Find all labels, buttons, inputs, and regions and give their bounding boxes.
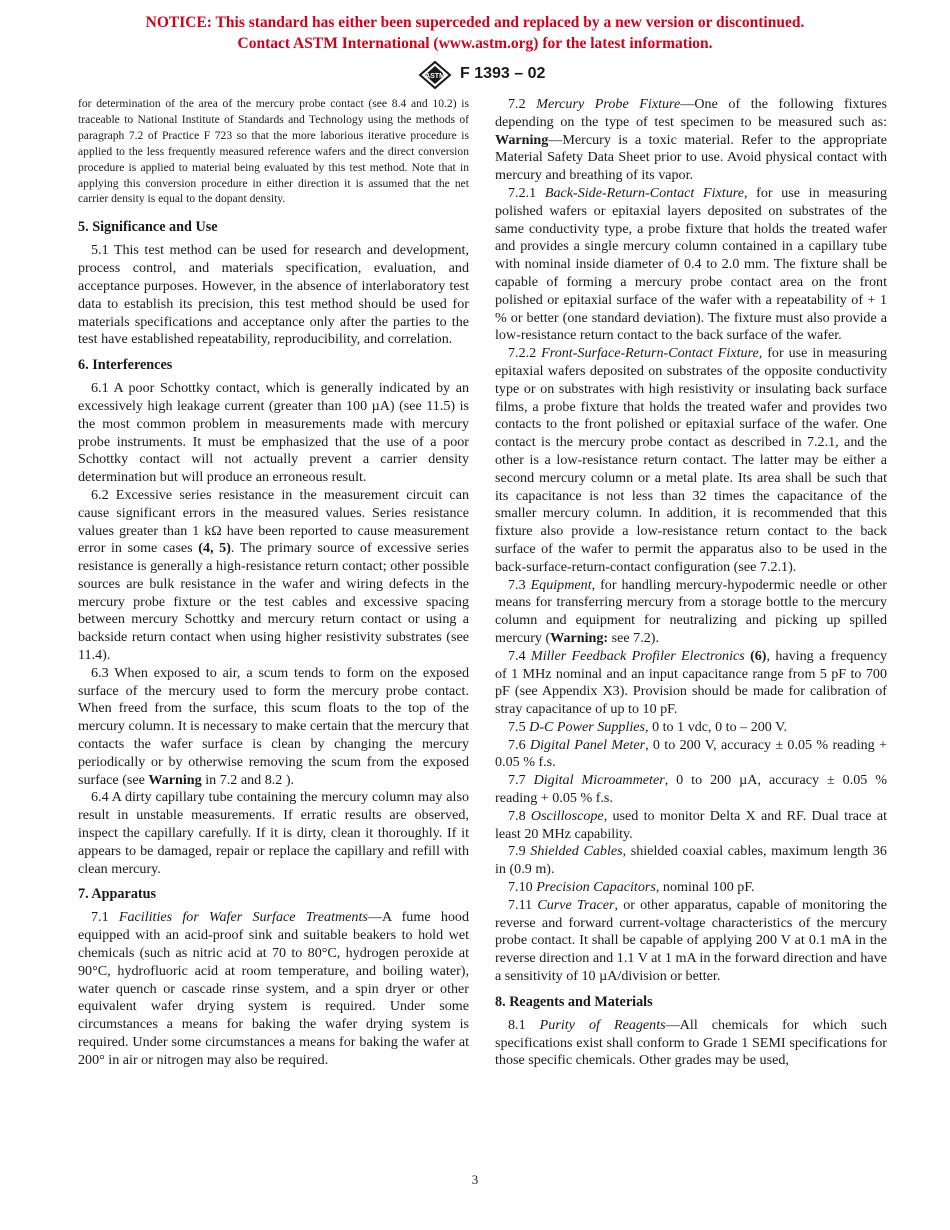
- paragraph-7-7: 7.7 Digital Microammeter, 0 to 200 µA, accuracy ± 0.05 % reading + 0.05 % f.s.: [495, 772, 888, 807]
- paragraph-7-1: 7.1 Facilities for Wafer Surface Treatments—A fume hood equipped with an acid-proof sink and suitable beakers to hold wet chemicals (such as nitric acid at 70 to 80°C, hydrogen peroxide at 90°C, hydrofluoric acid at room temperature, and boiling water), water quench or cascade rinse system, and a spin dryer or other equivalent wafer drying system is required. Under some circumstances a means for baking the wafer drying system is required. Under some circumstances a means for baking the wafer at 200° in air or nitrogen may also be required.: [78, 909, 470, 1068]
- standard-designation: F 1393 – 02: [460, 65, 546, 82]
- left-column: [78, 96, 469, 1070]
- section-8-heading: 8. Reagents and Materials: [495, 993, 653, 1010]
- paragraph-7-2-2: 7.2.2 Front-Surface-Return-Contact Fixture, for use in measuring epitaxial wafers deposited on substrates of the opposite conductivity type or on substrates with high resistivity or insulating back surface films, a probe fixture that holds the treated wafer and provides two contacts to the front polished or epitaxial surface of the wafer. One contact is the mercury probe contact as described in 7.2.1, and the other is a low-resistance return contact. The latter may be either a second mercury column or a metal plate. Its area shall be such that its capacitance is not less than 32 times the capacitance of the smaller mercury column. In addition, it is recommended that this fixture also provide a low-resistance return contact to the back surface of the wafer to permit the apparatus also to be used in the back-surface-return-contact configuration (see 7.2.1).: [495, 345, 887, 575]
- paragraph-6-3: 6.3 When exposed to air, a scum tends to form on the exposed surface of the mercury used to form the mercury probe contact. When freed from the surface, this scum floats to the top of the mercury column. It is necessary to make certain that the mercury that contacts the wafer surface is clean by changing the mercury periodically or by otherwise removing the scum from the exposed surface (see Warning in 7.2 and 8.2 ).: [78, 664, 469, 788]
- paragraph-7-11: 7.11 Curve Tracer, or other apparatus, capable of monitoring the reverse and forward current-voltage characteristics of the mercury probe contact. It shall be capable of applying 200 V at 0.1 mA in the reverse direction and 1.1 V at 1 mA in the forward direction and have a sensitivity of 10 µA/division or better.: [495, 896, 888, 985]
- paragraph-7-8: 7.8 Oscilloscope, used to monitor Delta X and RF. Dual trace at least 20 MHz capability.: [495, 807, 887, 842]
- paragraph-8-1: 8.1 Purity of Reagents—All chemicals for which such specifications exist shall conform to Grade 1 SEMI specifications for those specific chemicals. Other grades may be used,: [495, 1016, 887, 1069]
- reference-6: (6): [744, 647, 767, 664]
- warning-label: Warning: [495, 131, 549, 148]
- warning-label: Warning:: [550, 629, 609, 646]
- astm-logo-icon: [416, 60, 454, 90]
- page-number: 3: [471, 1172, 479, 1187]
- section-7-heading: 7. Apparatus: [78, 886, 157, 903]
- section-5-heading: 5. Significance and Use: [78, 219, 218, 236]
- right-column: [495, 96, 887, 1070]
- paragraph-6-1: 6.1 A poor Schottky contact, which is generally indicated by an excessively high leakage current (greater than 100 µA) (see 11.5) is the most common problem in measurements made with mercury probe instruments. It must be emphasized that the use of a poor Schottky contact will not actually prevent a carrier density determination but will produce an erroneous result.: [78, 380, 469, 486]
- paragraph-7-5: 7.5 D-C Power Supplies, 0 to 1 vdc, 0 to – 200 V.: [508, 718, 788, 735]
- note-continuation: for determination of the area of the mercury probe contact (see 8.4 and 10.2) is traceable to National Institute of Standards and Technology using the methods of paragraph 7.2 of Practice F 723 so that the more laborious iterative procedure is applied to the less frequently measured reference wafers and the direct conversion procedure is applied to material being evaluated by this test method. Note that in applying this conversion procedure in either direction it is assumed that the net carrier density is equal to the dopant density.: [78, 97, 469, 206]
- paragraph-7-9: 7.9 Shielded Cables, shielded coaxial cables, maximum length 36 in (0.9 m).: [495, 843, 887, 878]
- paragraph-7-6: 7.6 Digital Panel Meter, 0 to 200 V, accuracy ± 0.05 % reading + 0.05 % f.s.: [495, 736, 888, 771]
- notice-line-1: NOTICE: This standard has either been superceded and replaced by a new version or discontinued.: [145, 14, 805, 31]
- logo-text: ASTM: [425, 73, 445, 80]
- section-6-heading: 6. Interferences: [78, 357, 173, 374]
- page-header: [0, 60, 950, 90]
- paragraph-7-2-1: 7.2.1 Back-Side-Return-Contact Fixture, for use in measuring polished wafers or epitaxial layers deposited on substrates of the same conductivity type, a probe fixture that holds the treated wafer and provides a single mercury column contained in a capillary tube with nominal inside diameter of 0.4 to 2.0 mm. The fixture shall be capable of forming a mercury probe contact area on the front polished or epitaxial surface of the wafer with a repeatability of + 1 % or better (one standard deviation). The fixture must also provide a low-resistance return contact to the back surface of the wafer.: [495, 184, 887, 344]
- paragraph-7-10: 7.10 Precision Capacitors, nominal 100 pF.: [508, 879, 755, 896]
- reference-4-5: (4, 5): [198, 540, 231, 557]
- warning-label: Warning: [148, 771, 202, 788]
- paragraph-7-4: 7.4 Miller Feedback Profiler Electronics (6), having a frequency of 1 MHz nominal and an input capacitance range from 5 pF to 700 pF (see Appendix X3). Provision should be made for calibration of stray capacitance of up to 10 pF.: [495, 647, 887, 718]
- paragraph-5-1: 5.1 This test method can be used for research and development, process control, and materials specification, evaluation, and acceptance purposes. However, in the absence of interlaboratory test data to establish its precision, this test method should be used for materials specifications and acceptance only after the parties to the test have established repeatability, reproducibility, and correlation.: [78, 242, 469, 348]
- paragraph-6-4: 6.4 A dirty capillary tube containing the mercury column may also result in unstable measurements. If erratic results are observed, inspect the capillary carefully. If it is dirty, clean it thoroughly. If it appears to be damaged, repair or replace the capillary and refill with clean mercury.: [78, 789, 469, 877]
- paragraph-7-3: 7.3 Equipment, for handling mercury-hypodermic needle or other means for transferring mercury from a storage bottle to the mercury column and equipment for neutralizing and picking up spilled mercury (Warning: see 7.2).: [495, 576, 888, 646]
- paragraph-6-2: 6.2 Excessive series resistance in the measurement circuit can cause significant errors in the measured values. Series resistance values greater than 1 kΩ have been reported to cause measurement error in some cases (4, 5). The primary source of excessive series resistance is generally a high-resistance return contact; other possible sources are bulk resistance in the wafer and wiring defects in the mercury probe fixture or the test cables and excessive spacing between mercury Schottky and mercury return contact or using a backside return contact when using higher resistivity substrates (see 11.4).: [78, 486, 469, 664]
- supersede-notice: [0, 12, 950, 54]
- notice-line-2: Contact ASTM International (www.astm.org) for the latest information.: [237, 35, 713, 52]
- paragraph-7-2: 7.2 Mercury Probe Fixture—One of the following fixtures depending on the type of test specimen to be measured such as: Warning—Mercury is a toxic material. Refer to the appropriate Material Safety Data Sheet prior to use. Avoid physical contact with mercury and breathing of its vapor.: [495, 96, 887, 184]
